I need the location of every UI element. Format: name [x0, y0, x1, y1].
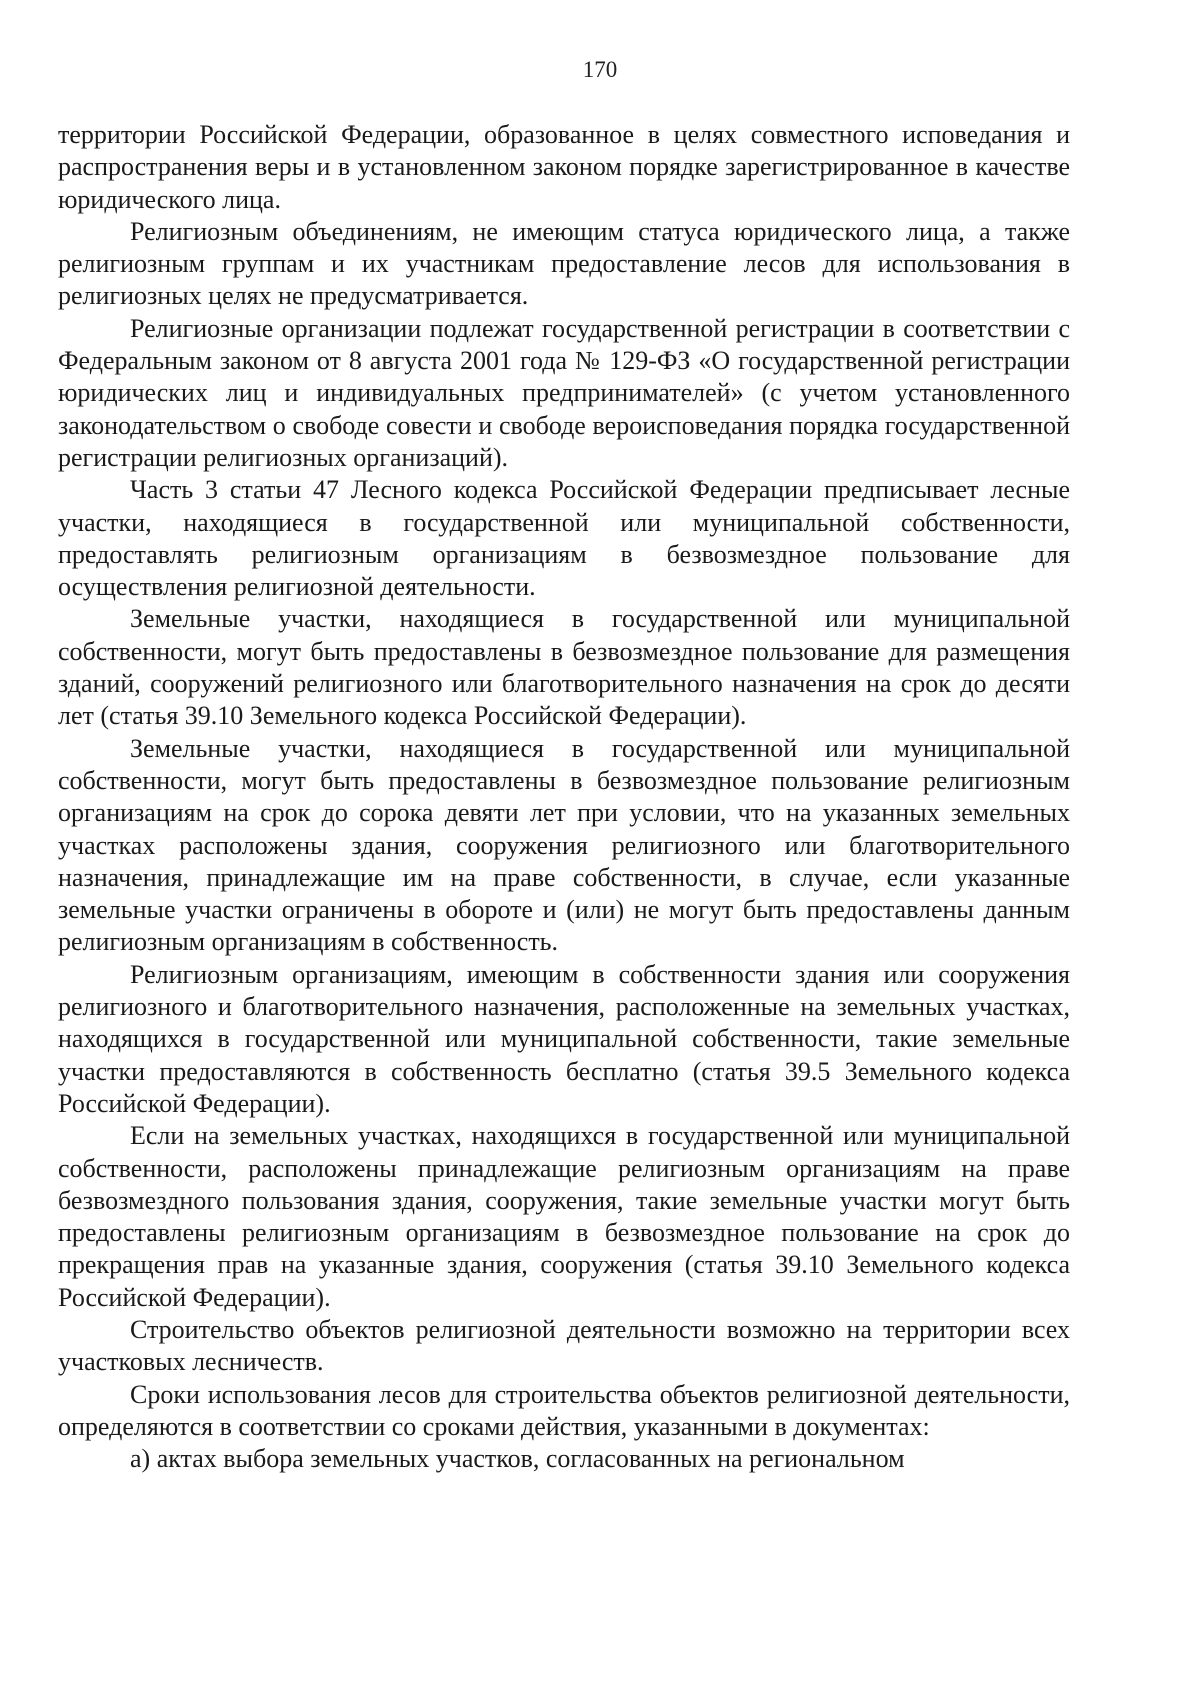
- paragraph: Строительство объектов религиозной деятельности возможно на территории всех участковых лесничеств.: [58, 1314, 1070, 1377]
- page-number: 170: [582, 57, 618, 82]
- paragraph: Религиозным организациям, имеющим в собственности здания или сооружения религиозного и благотворительного назначения, расположенные на земельных участках, находящихся в государственной или муниципальной собственности, такие земельные участки предоставляются в собственность бесплатно (статья 39.5 Земельного кодекса Российской Федерации).: [58, 959, 1070, 1118]
- paragraph-continuation: территории Российской Федерации, образованное в целях совместного исповедания и распространения веры и в установленном законом порядке зарегистрированное в качестве юридического лица.: [58, 120, 1070, 214]
- paragraph: Если на земельных участках, находящихся в государственной или муниципальной собственности, расположены принадлежащие религиозным организациям на праве безвозмездного пользования здания, сооружения, такие земельные участки могут быть предоставлены религиозным организациям в безвозмездное пользование на срок до прекращения прав на указанные здания, сооружения (статья 39.10 Земельного кодекса Российской Федерации).: [58, 1121, 1070, 1312]
- paragraph: Земельные участки, находящиеся в государственной или муниципальной собственности, могут быть предоставлены в безвозмездное пользование для размещения зданий, сооружений религиозного или благотворительного назначения на срок до десяти лет (статья 39.10 Земельного кодекса Российской Федерации).: [58, 604, 1070, 731]
- paragraph: Сроки использования лесов для строительства объектов религиозной деятельности, определяются в соответствии со сроками действия, указанными в документах:: [58, 1379, 1070, 1441]
- paragraph: Религиозным объединениям, не имеющим статуса юридического лица, а также религиозным группам и их участникам предоставление лесов для использования в религиозных целях не предусматривается.: [58, 216, 1070, 311]
- paragraph: Земельные участки, находящиеся в государственной или муниципальной собственности, могут быть предоставлены в безвозмездное пользование религиозным организациям на срок до сорока девяти лет при условии, что на указанных земельных участках расположены здания, сооружения религиозного или благотворительного назначения, принадлежащие им на праве собственности, в случае, если указанные земельные участки ограничены в обороте и (или) не могут быть предоставлены данным религиозным организациям в собственность.: [58, 733, 1070, 957]
- paragraph: Часть 3 статьи 47 Лесного кодекса Российской Федерации предписывает лесные участки, находящиеся в государственной или муниципальной собственности, предоставлять религиозным организациям в безвозмездное пользование для осуществления религиозной деятельности.: [58, 475, 1070, 602]
- list-item-a: а) актах выбора земельных участков, согласованных на региональном: [130, 1444, 905, 1474]
- paragraph: Религиозные организации подлежат государственной регистрации в соответствии с Федеральным законом от 8 августа 2001 года № 129-ФЗ «О государственной регистрации юридических лиц и индивидуальных предпринимателей» (с учетом установленного законодательством о свободе совести и свободе вероисповедания порядка государственной регистрации религиозных организаций).: [58, 313, 1070, 472]
- document-body: [58, 119, 1070, 1475]
